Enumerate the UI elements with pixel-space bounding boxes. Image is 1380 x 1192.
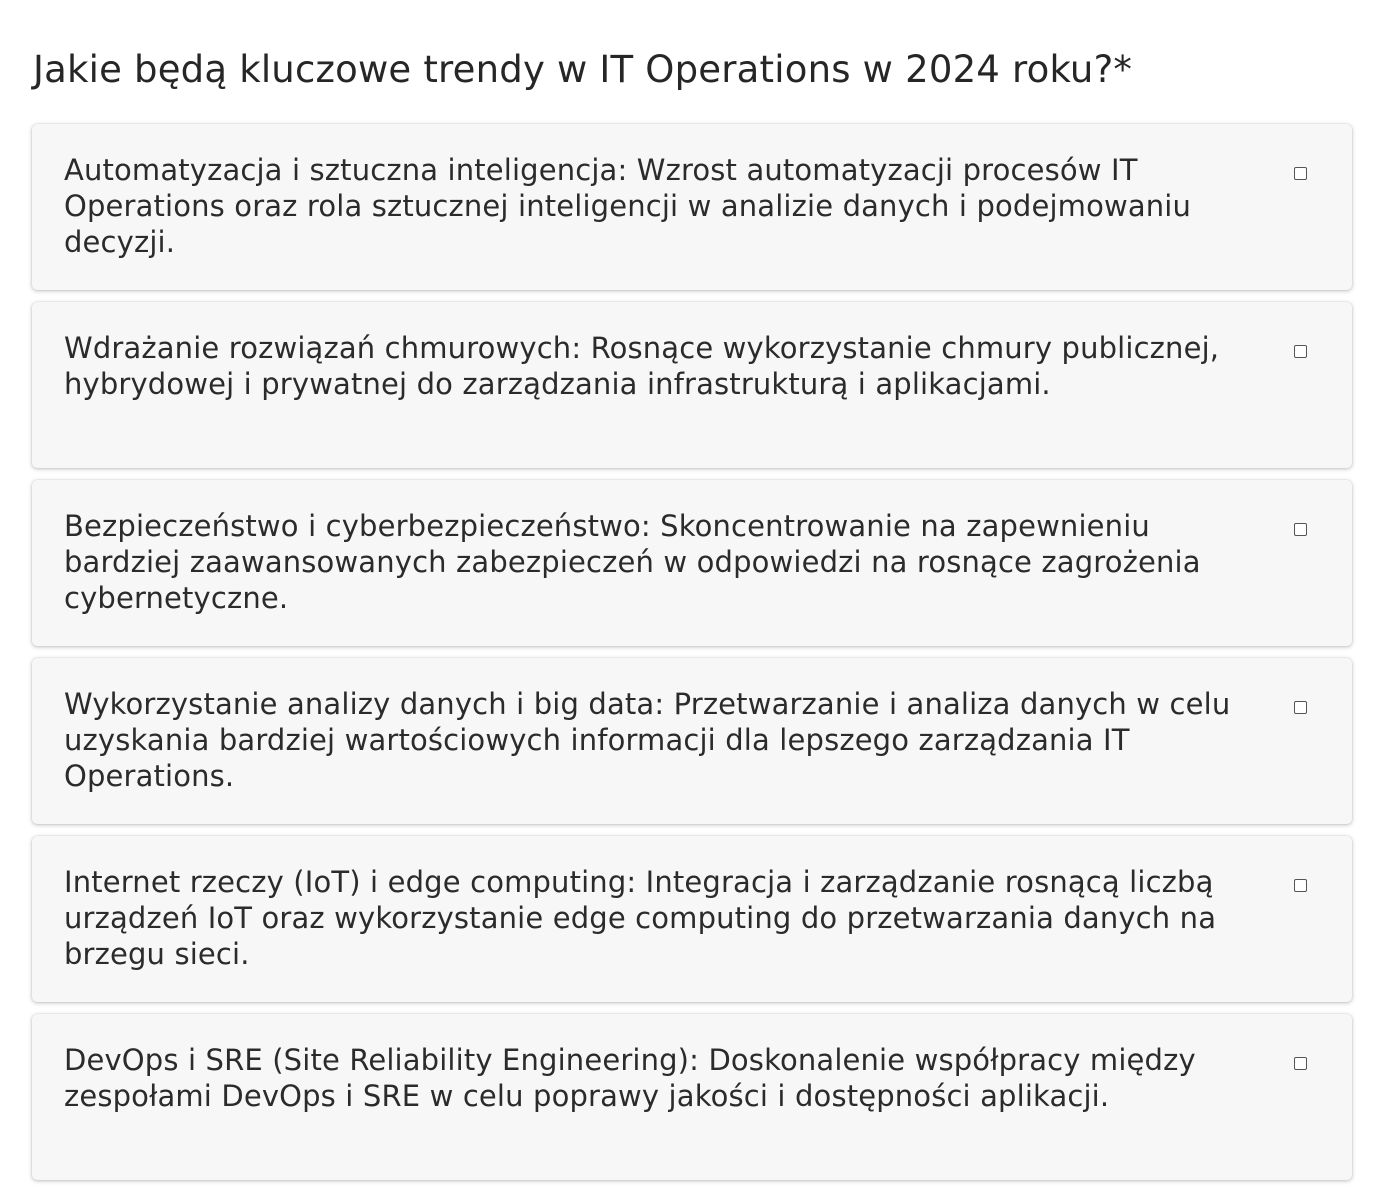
option-devops-sre[interactable] (32, 1014, 1352, 1180)
option-checkbox[interactable] (1294, 167, 1307, 180)
option-label: Bezpieczeństwo i cyberbezpieczeństwo: Skoncentrowanie na zapewnieniu bardziej zaawansowanych zabezpieczeń w odpowiedzi na rosnące zagrożenia cybernetyczne. (64, 509, 1201, 615)
option-cybersecurity[interactable] (32, 480, 1352, 646)
option-data-analytics[interactable] (32, 658, 1352, 824)
option-cloud-solutions[interactable] (32, 302, 1352, 468)
option-label: Wykorzystanie analizy danych i big data: Przetwarzanie i analiza danych w celu uzyskania bardziej wartościowych informacji dla lepszego zarządzania IT Operations. (64, 687, 1231, 793)
option-label: DevOps i SRE (Site Reliability Engineering): Doskonalenie współpracy między zespołami DevOps i SRE w celu poprawy jakości i dostępności aplikacji. (64, 1043, 1196, 1113)
option-iot-edge[interactable] (32, 836, 1352, 1002)
option-label: Wdrażanie rozwiązań chmurowych: Rosnące wykorzystanie chmury publicznej, hybrydowej i prywatnej do zarządzania infrastrukturą i aplikacjami. (64, 331, 1220, 401)
option-checkbox[interactable] (1294, 701, 1307, 714)
options-list (32, 124, 1352, 1192)
option-checkbox[interactable] (1294, 523, 1307, 536)
option-checkbox[interactable] (1294, 1057, 1307, 1070)
option-automation-ai[interactable] (32, 124, 1352, 290)
option-checkbox[interactable] (1294, 345, 1307, 358)
question-title: Jakie będą kluczowe trendy w IT Operations w 2024 roku?* (33, 48, 1133, 91)
option-label: Automatyzacja i sztuczna inteligencja: Wzrost automatyzacji procesów IT Operations oraz rola sztucznej inteligencji w analizie danych i podejmowaniu decyzji. (64, 153, 1192, 259)
option-checkbox[interactable] (1294, 879, 1307, 892)
option-label: Internet rzeczy (IoT) i edge computing: Integracja i zarządzanie rosnącą liczbą urządzeń IoT oraz wykorzystanie edge computing do przetwarzania danych na brzegu sieci. (64, 865, 1217, 971)
